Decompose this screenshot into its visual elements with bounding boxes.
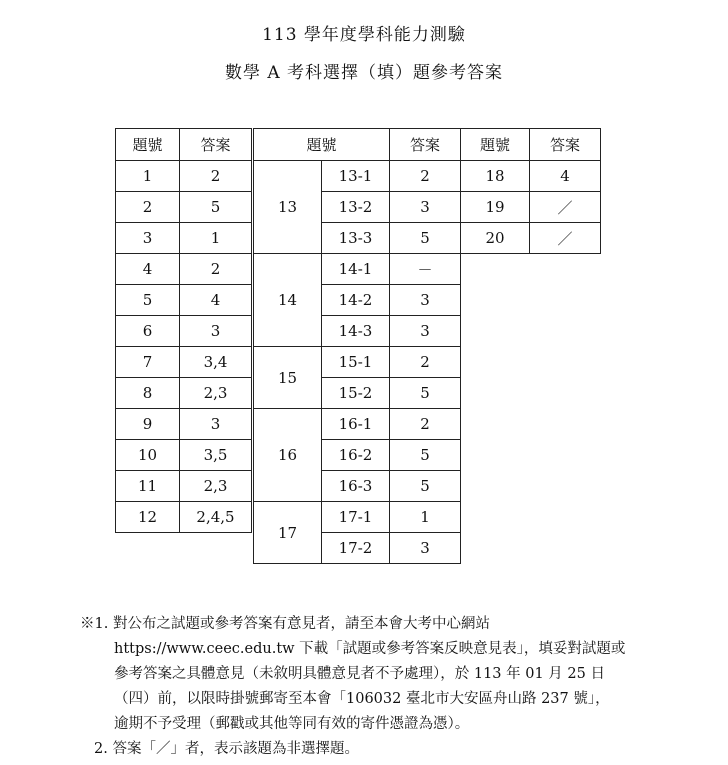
answer-cell: ／ xyxy=(530,223,601,254)
header-question: 題號 xyxy=(254,129,390,161)
table-row xyxy=(116,285,252,316)
question-number: 8 xyxy=(116,378,180,409)
answer-cell: 2,4,5 xyxy=(180,502,252,533)
answer-cell: 5 xyxy=(390,378,461,409)
answer-cell: 3 xyxy=(390,192,461,223)
sub-question: 13-3 xyxy=(322,223,390,254)
table-row xyxy=(116,471,252,502)
table-row xyxy=(116,502,252,533)
answer-cell: ／ xyxy=(530,192,601,223)
table-row xyxy=(254,347,461,378)
question-number: 1 xyxy=(116,161,180,192)
sub-question: 16-1 xyxy=(322,409,390,440)
question-number: 2 xyxy=(116,192,180,223)
question-number: 12 xyxy=(116,502,180,533)
notes-section xyxy=(80,612,640,762)
question-group: 13 xyxy=(254,161,322,254)
answer-table-middle xyxy=(253,128,461,564)
answer-cell: 3,4 xyxy=(180,347,252,378)
note-1-line: https://www.ceec.edu.tw 下載「試題或參考答案反映意見表」，填妥對試題或 xyxy=(114,641,626,657)
page-title: 113 學年度學科能力測驗 xyxy=(262,25,466,45)
answer-cell: 4 xyxy=(180,285,252,316)
note-1-line: 參考答案之具體意見（未敘明具體意見者不予處理），於 113 年 01 月 25 日 xyxy=(114,666,605,682)
sub-question: 14-1 xyxy=(322,254,390,285)
question-number: 11 xyxy=(116,471,180,502)
question-number: 3 xyxy=(116,223,180,254)
question-number: 19 xyxy=(461,192,530,223)
answer-cell: 4 xyxy=(530,161,601,192)
answer-cell: 1 xyxy=(180,223,252,254)
answer-cell: 3 xyxy=(180,316,252,347)
answer-cell: 2 xyxy=(180,254,252,285)
sub-question: 16-2 xyxy=(322,440,390,471)
sub-question: 14-2 xyxy=(322,285,390,316)
question-group: 16 xyxy=(254,409,322,502)
answer-cell: 5 xyxy=(390,471,461,502)
question-number: 18 xyxy=(461,161,530,192)
answer-cell: － xyxy=(390,254,461,285)
question-number: 6 xyxy=(116,316,180,347)
note-1-line: （四）前，以限時掛號郵寄至本會「106032 臺北市大安區舟山路 237 號」， xyxy=(114,691,610,707)
question-group: 14 xyxy=(254,254,322,347)
table-row xyxy=(461,192,601,223)
header-answer: 答案 xyxy=(180,129,252,161)
table-row xyxy=(116,440,252,471)
question-number: 20 xyxy=(461,223,530,254)
answer-cell: 2 xyxy=(390,409,461,440)
table-row xyxy=(254,161,461,192)
table-row xyxy=(116,223,252,254)
answer-cell: 2,3 xyxy=(180,471,252,502)
answer-cell: 5 xyxy=(390,440,461,471)
table-row xyxy=(116,378,252,409)
sub-question: 17-1 xyxy=(322,502,390,533)
answer-cell: 5 xyxy=(180,192,252,223)
sub-question: 15-1 xyxy=(322,347,390,378)
header-answer: 答案 xyxy=(390,129,461,161)
question-number: 9 xyxy=(116,409,180,440)
answer-cell: 3 xyxy=(180,409,252,440)
table-row xyxy=(116,347,252,378)
table-row xyxy=(116,254,252,285)
table-row xyxy=(461,161,601,192)
answer-cell: 2 xyxy=(180,161,252,192)
question-group: 17 xyxy=(254,502,322,564)
sub-question: 13-2 xyxy=(322,192,390,223)
table-row xyxy=(254,254,461,285)
answer-cell: 2 xyxy=(390,347,461,378)
header-answer: 答案 xyxy=(530,129,601,161)
table-row xyxy=(254,409,461,440)
page-subtitle: 數學 A 考科選擇（填）題參考答案 xyxy=(224,63,504,83)
answer-cell: 3 xyxy=(390,533,461,564)
answer-cell: 5 xyxy=(390,223,461,254)
table-row xyxy=(254,502,461,533)
answer-cell: 2 xyxy=(390,161,461,192)
answer-cell: 3,5 xyxy=(180,440,252,471)
table-row xyxy=(461,223,601,254)
answer-cell: 3 xyxy=(390,285,461,316)
note-2: 2. 答案「／」者，表示該題為非選擇題。 xyxy=(94,741,359,757)
table-row xyxy=(116,161,252,192)
sub-question: 14-3 xyxy=(322,316,390,347)
answer-table-left xyxy=(115,128,252,533)
sub-question: 15-2 xyxy=(322,378,390,409)
question-number: 4 xyxy=(116,254,180,285)
sub-question: 13-1 xyxy=(322,161,390,192)
note-1-line: ※1. 對公布之試題或參考答案有意見者，請至本會大考中心網站 xyxy=(80,616,490,632)
note-1-line: 逾期不予受理（郵戳或其他等同有效的寄件憑證為憑）。 xyxy=(114,716,470,732)
answer-cell: 2,3 xyxy=(180,378,252,409)
table-row xyxy=(116,316,252,347)
question-number: 5 xyxy=(116,285,180,316)
sub-question: 16-3 xyxy=(322,471,390,502)
header-question: 題號 xyxy=(116,129,180,161)
sub-question: 17-2 xyxy=(322,533,390,564)
question-group: 15 xyxy=(254,347,322,409)
question-number: 7 xyxy=(116,347,180,378)
table-row xyxy=(116,409,252,440)
answer-table-right xyxy=(460,128,601,254)
answer-cell: 1 xyxy=(390,502,461,533)
table-row xyxy=(116,192,252,223)
answer-cell: 3 xyxy=(390,316,461,347)
header-question: 題號 xyxy=(461,129,530,161)
question-number: 10 xyxy=(116,440,180,471)
